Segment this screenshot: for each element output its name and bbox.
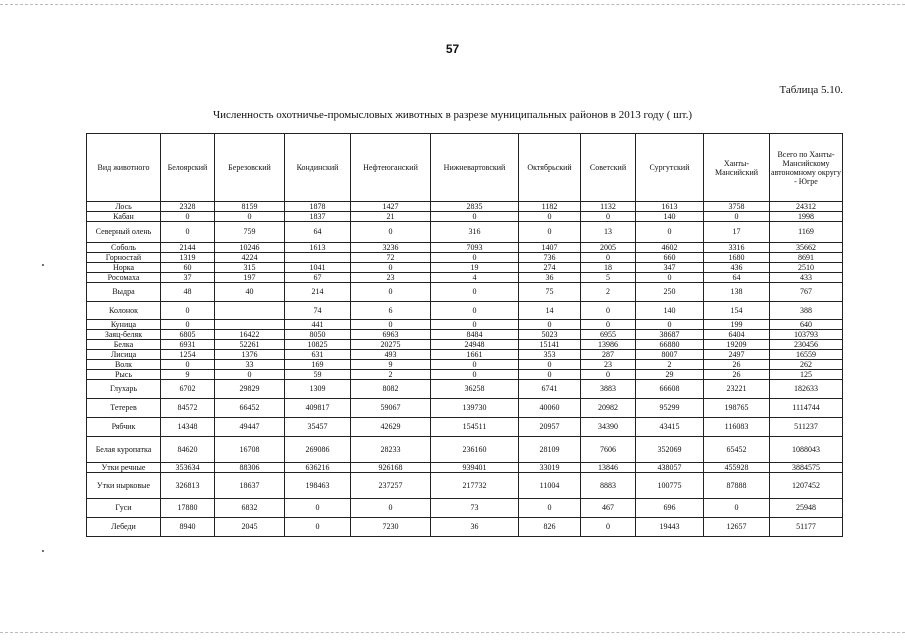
value-cell: 20982 (581, 399, 636, 418)
value-cell: 2835 (431, 202, 519, 212)
animal-name-cell: Северный олень (87, 222, 161, 243)
value-cell: 64 (704, 273, 770, 283)
value-cell: 10246 (215, 243, 285, 253)
value-cell: 51177 (770, 518, 843, 537)
value-cell: 2328 (161, 202, 215, 212)
value-cell: 14 (519, 302, 581, 320)
value-cell: 0 (519, 360, 581, 370)
value-cell: 0 (161, 222, 215, 243)
value-cell: 21 (351, 212, 431, 222)
value-cell: 20957 (519, 418, 581, 437)
value-cell: 0 (161, 360, 215, 370)
value-cell: 5 (581, 273, 636, 283)
animal-name-cell: Тетерев (87, 399, 161, 418)
animal-name-cell: Росомаха (87, 273, 161, 283)
value-cell: 95299 (636, 399, 704, 418)
value-cell: 315 (215, 263, 285, 273)
value-cell: 154 (704, 302, 770, 320)
value-cell: 139730 (431, 399, 519, 418)
value-cell: 0 (161, 302, 215, 320)
value-cell: 140 (636, 302, 704, 320)
table-row (87, 380, 843, 399)
value-cell: 100775 (636, 473, 704, 499)
value-cell: 388 (770, 302, 843, 320)
value-cell: 0 (431, 283, 519, 302)
value-cell: 0 (431, 320, 519, 330)
value-cell: 65452 (704, 437, 770, 463)
table-label: Таблица 5.10. (779, 84, 843, 96)
value-cell: 6832 (215, 499, 285, 518)
value-cell: 16422 (215, 330, 285, 340)
value-cell: 40060 (519, 399, 581, 418)
value-cell: 14348 (161, 418, 215, 437)
value-cell: 347 (636, 263, 704, 273)
animals-table (86, 133, 843, 537)
value-cell: 36 (431, 518, 519, 537)
value-cell: 4224 (215, 253, 285, 263)
value-cell: 66452 (215, 399, 285, 418)
value-cell: 3758 (704, 202, 770, 212)
value-cell: 0 (161, 212, 215, 222)
value-cell: 1613 (636, 202, 704, 212)
value-cell: 0 (636, 320, 704, 330)
value-cell: 7093 (431, 243, 519, 253)
animal-name-cell: Гуси (87, 499, 161, 518)
value-cell: 8082 (351, 380, 431, 399)
value-cell: 198463 (285, 473, 351, 499)
value-cell: 66880 (636, 340, 704, 350)
value-cell: 2497 (704, 350, 770, 360)
value-cell: 0 (351, 263, 431, 273)
value-cell: 24312 (770, 202, 843, 212)
value-cell: 84620 (161, 437, 215, 463)
table-row (87, 283, 843, 302)
scan-edge-top (0, 4, 905, 5)
value-cell: 493 (351, 350, 431, 360)
value-cell: 0 (161, 320, 215, 330)
value-cell: 939401 (431, 463, 519, 473)
value-cell: 455928 (704, 463, 770, 473)
value-cell: 36258 (431, 380, 519, 399)
value-cell: 34390 (581, 418, 636, 437)
value-cell: 60 (161, 263, 215, 273)
value-cell: 29829 (215, 380, 285, 399)
table-row (87, 263, 843, 273)
value-cell: 8691 (770, 253, 843, 263)
value-cell: 8050 (285, 330, 351, 340)
value-cell: 35457 (285, 418, 351, 437)
value-cell: 28233 (351, 437, 431, 463)
scan-speck (42, 264, 44, 266)
column-header: Нефтеюганский (351, 134, 431, 202)
value-cell: 84572 (161, 399, 215, 418)
value-cell: 2144 (161, 243, 215, 253)
value-cell: 2510 (770, 263, 843, 273)
value-cell: 1132 (581, 202, 636, 212)
value-cell: 6955 (581, 330, 636, 340)
table-row (87, 499, 843, 518)
value-cell: 696 (636, 499, 704, 518)
value-cell: 8007 (636, 350, 704, 360)
value-cell: 18 (581, 263, 636, 273)
animal-name-cell: Соболь (87, 243, 161, 253)
value-cell: 511237 (770, 418, 843, 437)
value-cell: 2 (351, 370, 431, 380)
value-cell: 29 (636, 370, 704, 380)
value-cell: 1407 (519, 243, 581, 253)
value-cell: 24948 (431, 340, 519, 350)
value-cell: 6 (351, 302, 431, 320)
animal-name-cell: Норка (87, 263, 161, 273)
value-cell: 49447 (215, 418, 285, 437)
value-cell: 199 (704, 320, 770, 330)
value-cell: 1837 (285, 212, 351, 222)
value-cell: 138 (704, 283, 770, 302)
value-cell: 13 (581, 222, 636, 243)
page-number: 57 (445, 42, 460, 56)
value-cell: 42629 (351, 418, 431, 437)
value-cell: 7230 (351, 518, 431, 537)
header-row (87, 134, 843, 202)
value-cell: 19 (431, 263, 519, 273)
value-cell: 0 (581, 370, 636, 380)
column-header: Октябрьский (519, 134, 581, 202)
value-cell: 631 (285, 350, 351, 360)
value-cell: 230456 (770, 340, 843, 350)
value-cell: 1169 (770, 222, 843, 243)
table-row (87, 360, 843, 370)
value-cell: 12657 (704, 518, 770, 537)
animal-name-cell: Кабан (87, 212, 161, 222)
value-cell: 43415 (636, 418, 704, 437)
value-cell: 17880 (161, 499, 215, 518)
value-cell: 8940 (161, 518, 215, 537)
value-cell: 23 (351, 273, 431, 283)
value-cell: 6702 (161, 380, 215, 399)
column-header: Нижневартовский (431, 134, 519, 202)
value-cell: 52261 (215, 340, 285, 350)
value-cell: 154511 (431, 418, 519, 437)
table-row (87, 222, 843, 243)
value-cell: 262 (770, 360, 843, 370)
value-cell: 0 (215, 370, 285, 380)
value-cell: 237257 (351, 473, 431, 499)
value-cell: 19209 (704, 340, 770, 350)
animal-name-cell: Волк (87, 360, 161, 370)
value-cell: 10825 (285, 340, 351, 350)
value-cell: 736 (519, 253, 581, 263)
value-cell: 0 (431, 360, 519, 370)
value-cell: 2005 (581, 243, 636, 253)
value-cell: 767 (770, 283, 843, 302)
value-cell: 17 (704, 222, 770, 243)
column-header: Ханты-Мансийский (704, 134, 770, 202)
table-title: Численность охотничье-промысловых животных в разрезе муниципальных районов в 2013 году ( шт.) (212, 109, 693, 121)
value-cell: 0 (519, 499, 581, 518)
value-cell: 1427 (351, 202, 431, 212)
value-cell: 1661 (431, 350, 519, 360)
value-cell: 4 (431, 273, 519, 283)
value-cell: 1254 (161, 350, 215, 360)
value-cell: 36 (519, 273, 581, 283)
value-cell: 103793 (770, 330, 843, 340)
animal-name-cell: Рысь (87, 370, 161, 380)
table-row (87, 463, 843, 473)
value-cell: 4602 (636, 243, 704, 253)
table-row (87, 330, 843, 340)
value-cell: 0 (636, 222, 704, 243)
animal-name-cell: Куница (87, 320, 161, 330)
table-row (87, 418, 843, 437)
value-cell: 73 (431, 499, 519, 518)
value-cell: 1114744 (770, 399, 843, 418)
animal-name-cell: Глухарь (87, 380, 161, 399)
value-cell: 6963 (351, 330, 431, 340)
table-body (87, 202, 843, 537)
value-cell: 1041 (285, 263, 351, 273)
value-cell: 1376 (215, 350, 285, 360)
value-cell: 467 (581, 499, 636, 518)
value-cell: 35662 (770, 243, 843, 253)
animal-name-cell: Заяц-беляк (87, 330, 161, 340)
table-row (87, 370, 843, 380)
value-cell: 74 (285, 302, 351, 320)
value-cell: 198765 (704, 399, 770, 418)
value-cell: 18637 (215, 473, 285, 499)
value-cell: 67 (285, 273, 351, 283)
value-cell: 8484 (431, 330, 519, 340)
value-cell: 37 (161, 273, 215, 283)
value-cell: 640 (770, 320, 843, 330)
value-cell: 38687 (636, 330, 704, 340)
value-cell: 1878 (285, 202, 351, 212)
value-cell: 59067 (351, 399, 431, 418)
value-cell: 926168 (351, 463, 431, 473)
value-cell: 3236 (351, 243, 431, 253)
value-cell: 5023 (519, 330, 581, 340)
value-cell: 0 (581, 320, 636, 330)
value-cell: 8159 (215, 202, 285, 212)
animal-name-cell: Утки нырковые (87, 473, 161, 499)
table-row (87, 320, 843, 330)
value-cell: 169 (285, 360, 351, 370)
value-cell: 13986 (581, 340, 636, 350)
value-cell: 438057 (636, 463, 704, 473)
value-cell: 326813 (161, 473, 215, 499)
value-cell: 0 (519, 320, 581, 330)
value-cell: 1998 (770, 212, 843, 222)
value-cell: 436 (704, 263, 770, 273)
value-cell: 182633 (770, 380, 843, 399)
value-cell: 0 (519, 370, 581, 380)
value-cell: 353 (519, 350, 581, 360)
table-row (87, 273, 843, 283)
value-cell: 0 (581, 212, 636, 222)
value-cell: 9 (351, 360, 431, 370)
value-cell: 6931 (161, 340, 215, 350)
value-cell: 1309 (285, 380, 351, 399)
value-cell: 0 (581, 518, 636, 537)
value-cell: 25948 (770, 499, 843, 518)
value-cell: 16708 (215, 437, 285, 463)
value-cell: 0 (636, 273, 704, 283)
value-cell: 826 (519, 518, 581, 537)
table-row (87, 399, 843, 418)
value-cell: 6404 (704, 330, 770, 340)
value-cell: 23221 (704, 380, 770, 399)
value-cell: 33019 (519, 463, 581, 473)
value-cell: 0 (581, 302, 636, 320)
value-cell: 0 (351, 320, 431, 330)
value-cell: 352069 (636, 437, 704, 463)
value-cell: 75 (519, 283, 581, 302)
value-cell: 353634 (161, 463, 215, 473)
value-cell: 48 (161, 283, 215, 302)
value-cell: 197 (215, 273, 285, 283)
scan-speck (42, 550, 44, 552)
column-header: Сургутский (636, 134, 704, 202)
value-cell: 59 (285, 370, 351, 380)
value-cell: 11004 (519, 473, 581, 499)
table-row (87, 202, 843, 212)
value-cell: 0 (431, 370, 519, 380)
value-cell: 0 (351, 222, 431, 243)
value-cell: 3884575 (770, 463, 843, 473)
animal-name-cell: Утки речные (87, 463, 161, 473)
table-row (87, 518, 843, 537)
value-cell: 8883 (581, 473, 636, 499)
value-cell: 0 (285, 518, 351, 537)
value-cell: 66608 (636, 380, 704, 399)
scan-edge-bottom (0, 632, 905, 633)
value-cell: 72 (351, 253, 431, 263)
value-cell: 23 (581, 360, 636, 370)
value-cell: 9 (161, 370, 215, 380)
value-cell: 20275 (351, 340, 431, 350)
value-cell: 0 (581, 253, 636, 263)
animal-name-cell: Лисица (87, 350, 161, 360)
column-header: Березовский (215, 134, 285, 202)
column-header: Советский (581, 134, 636, 202)
animal-name-cell: Выдра (87, 283, 161, 302)
animal-name-cell: Белка (87, 340, 161, 350)
animal-name-cell: Лебеди (87, 518, 161, 537)
value-cell: 87888 (704, 473, 770, 499)
table-row (87, 350, 843, 360)
value-cell: 0 (351, 499, 431, 518)
value-cell: 116083 (704, 418, 770, 437)
value-cell: 1207452 (770, 473, 843, 499)
animal-name-cell: Белая куропатка (87, 437, 161, 463)
value-cell: 0 (431, 253, 519, 263)
value-cell: 316 (431, 222, 519, 243)
value-cell: 2 (581, 283, 636, 302)
value-cell: 64 (285, 222, 351, 243)
value-cell: 441 (285, 320, 351, 330)
value-cell: 6805 (161, 330, 215, 340)
value-cell: 0 (285, 499, 351, 518)
value-cell (215, 320, 285, 330)
table-row (87, 212, 843, 222)
value-cell (215, 302, 285, 320)
value-cell: 0 (431, 212, 519, 222)
value-cell: 1680 (704, 253, 770, 263)
value-cell: 13846 (581, 463, 636, 473)
table-row (87, 473, 843, 499)
value-cell: 287 (581, 350, 636, 360)
value-cell: 0 (351, 283, 431, 302)
value-cell: 217732 (431, 473, 519, 499)
value-cell: 409817 (285, 399, 351, 418)
value-cell: 3316 (704, 243, 770, 253)
value-cell: 0 (704, 212, 770, 222)
value-cell: 0 (519, 212, 581, 222)
value-cell: 250 (636, 283, 704, 302)
column-header: Белоярский (161, 134, 215, 202)
column-header: Кондинский (285, 134, 351, 202)
table-row (87, 340, 843, 350)
value-cell: 759 (215, 222, 285, 243)
value-cell (285, 253, 351, 263)
table-row (87, 243, 843, 253)
value-cell: 1088043 (770, 437, 843, 463)
value-cell: 16559 (770, 350, 843, 360)
value-cell: 0 (431, 302, 519, 320)
value-cell: 3883 (581, 380, 636, 399)
value-cell: 660 (636, 253, 704, 263)
value-cell: 26 (704, 370, 770, 380)
value-cell: 0 (704, 499, 770, 518)
value-cell: 269086 (285, 437, 351, 463)
value-cell: 140 (636, 212, 704, 222)
animal-name-cell: Горностай (87, 253, 161, 263)
value-cell: 1613 (285, 243, 351, 253)
value-cell: 2 (636, 360, 704, 370)
value-cell: 7606 (581, 437, 636, 463)
value-cell: 0 (215, 212, 285, 222)
value-cell: 433 (770, 273, 843, 283)
value-cell: 28109 (519, 437, 581, 463)
animal-name-cell: Лось (87, 202, 161, 212)
value-cell: 19443 (636, 518, 704, 537)
value-cell: 88306 (215, 463, 285, 473)
value-cell: 1319 (161, 253, 215, 263)
animal-name-cell: Рябчик (87, 418, 161, 437)
value-cell: 0 (519, 222, 581, 243)
value-cell: 6741 (519, 380, 581, 399)
table-row (87, 437, 843, 463)
value-cell: 1182 (519, 202, 581, 212)
table-container (86, 133, 842, 537)
value-cell: 125 (770, 370, 843, 380)
value-cell: 40 (215, 283, 285, 302)
value-cell: 236160 (431, 437, 519, 463)
animal-name-cell: Колонок (87, 302, 161, 320)
value-cell: 636216 (285, 463, 351, 473)
value-cell: 15141 (519, 340, 581, 350)
column-header: Всего по Ханты-Мансийскому автономному округу - Югре (770, 134, 843, 202)
value-cell: 33 (215, 360, 285, 370)
table-row (87, 253, 843, 263)
value-cell: 26 (704, 360, 770, 370)
column-header: Вид животного (87, 134, 161, 202)
value-cell: 214 (285, 283, 351, 302)
value-cell: 2045 (215, 518, 285, 537)
table-row (87, 302, 843, 320)
value-cell: 274 (519, 263, 581, 273)
